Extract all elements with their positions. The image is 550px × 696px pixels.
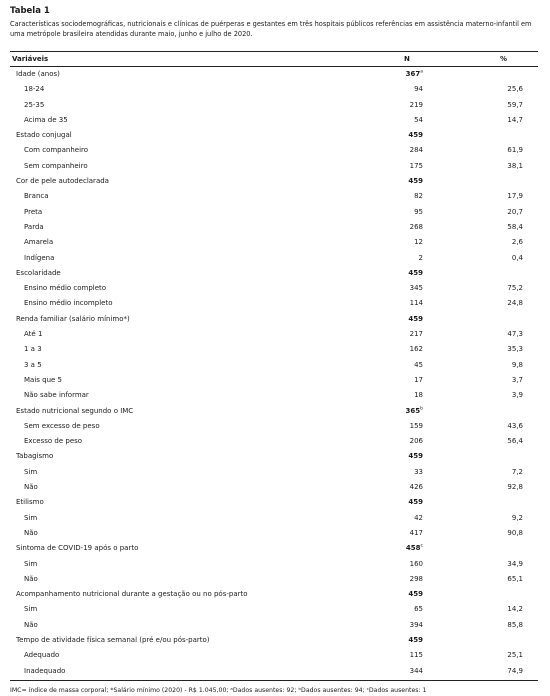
header-variables: Variáveis [12, 55, 49, 63]
table-row [10, 342, 538, 357]
row-percent: 0,4 [511, 253, 523, 262]
row-n [393, 633, 423, 648]
table-row [10, 419, 538, 434]
row-label: Acompanhamento nutricional durante a gestação ou no pós-parto [16, 590, 248, 599]
row-n-value: 18 [414, 391, 423, 400]
row-percent: 85,8 [507, 620, 523, 629]
table-caption: Características sociodemográficas, nutricionais e clínicas de puérperas e gestantes em três hospitais públicos referências em assistência materno-infantil em uma metrópole brasileira atendidas durante maio, junho e julho de 2020. [10, 20, 532, 38]
row-n [393, 312, 423, 327]
row-percent: 20,7 [507, 207, 523, 216]
row-n-value: 175 [409, 161, 423, 170]
row-percent: 47,3 [507, 330, 523, 339]
table-row [10, 235, 538, 250]
table-group-row [10, 495, 538, 510]
row-percent: 43,6 [507, 421, 523, 430]
table-group-row [10, 312, 538, 327]
row-n-value: 298 [409, 574, 423, 583]
row-n [393, 526, 423, 541]
row-n-value: 115 [409, 651, 423, 660]
row-n-value: 160 [409, 559, 423, 568]
table-row [10, 98, 538, 113]
row-percent: 75,2 [507, 284, 523, 293]
row-label: 1 a 3 [24, 345, 42, 354]
row-label: Sim [24, 605, 38, 614]
row-label: Parda [24, 222, 44, 231]
table-row [10, 220, 538, 235]
row-label: Renda familiar (salário mínimo*) [16, 314, 130, 323]
row-n [393, 67, 423, 82]
table-group-row [10, 633, 538, 648]
row-n-value: 459 [408, 590, 423, 599]
table-row [10, 251, 538, 266]
row-n [393, 251, 423, 266]
table-row [10, 159, 538, 174]
table-row [10, 327, 538, 342]
row-n-value: 344 [409, 666, 423, 675]
row-percent: 59,7 [507, 100, 523, 109]
row-n [393, 220, 423, 235]
row-n-value: 219 [409, 100, 423, 109]
row-label: Excesso de peso [24, 437, 83, 446]
table-group-row [10, 67, 538, 82]
row-n [393, 572, 423, 587]
row-percent: 38,1 [507, 161, 523, 170]
table-title: Tabela 1 [10, 6, 50, 16]
row-label: Até 1 [24, 330, 43, 339]
table-group-row [10, 266, 538, 281]
table-row [10, 281, 538, 296]
row-n [393, 82, 423, 97]
row-percent: 14,2 [507, 605, 523, 614]
row-n-value: 426 [409, 483, 423, 492]
row-n-footnote-mark: a [420, 69, 423, 75]
row-n [393, 266, 423, 281]
row-n-value: 459 [408, 131, 423, 140]
table-row [10, 480, 538, 495]
row-n-value: 159 [409, 421, 423, 430]
row-label: Não [24, 574, 38, 583]
row-percent: 65,1 [507, 574, 523, 583]
table-group-row [10, 541, 538, 556]
row-percent: 34,9 [507, 559, 523, 568]
row-n [393, 159, 423, 174]
row-n [393, 495, 423, 510]
row-label: Idade (anos) [16, 70, 60, 78]
table-row [10, 602, 538, 617]
row-label: Preta [24, 207, 43, 216]
row-n-value: 54 [414, 115, 423, 124]
row-percent: 3,9 [511, 391, 523, 400]
table-row [10, 648, 538, 663]
row-n-footnote-mark: b [420, 406, 423, 412]
row-n [393, 174, 423, 189]
row-label: Sem companheiro [24, 161, 88, 170]
header-percent: % [500, 55, 508, 63]
row-percent: 25,6 [507, 85, 523, 94]
table-row [10, 618, 538, 633]
row-n [393, 281, 423, 296]
row-n-value: 459 [408, 498, 423, 507]
row-label: Etilismo [16, 498, 44, 507]
row-label: Sim [24, 559, 38, 568]
row-label: Tempo de atividade física semanal (pré e/ou pós-parto) [16, 635, 210, 644]
row-n-value: 33 [414, 467, 423, 476]
row-n-value: 217 [409, 330, 423, 339]
row-label: Tabagismo [16, 452, 54, 461]
row-n [393, 189, 423, 204]
row-n-value: 394 [409, 620, 423, 629]
row-n [393, 480, 423, 495]
table-bottom-rule [10, 680, 538, 681]
header-n: N [404, 55, 410, 63]
row-n-value: 206 [409, 437, 423, 446]
row-label: Estado nutricional segundo o IMC [16, 406, 134, 415]
row-percent: 35,3 [507, 345, 523, 354]
row-n [393, 511, 423, 526]
row-label: Inadequado [24, 666, 66, 675]
row-n [393, 128, 423, 143]
row-percent: 61,9 [507, 146, 523, 155]
row-n [393, 618, 423, 633]
row-n-value: 2 [418, 253, 423, 262]
row-n-value: 459 [408, 635, 423, 644]
row-percent: 3,7 [511, 375, 523, 384]
table-row [10, 296, 538, 311]
table-row [10, 113, 538, 128]
row-n-value: 417 [409, 528, 423, 537]
row-n [393, 557, 423, 572]
row-n-value: 42 [414, 513, 423, 522]
table-row [10, 465, 538, 480]
row-label: 18-24 [24, 85, 45, 94]
row-label: Sem excesso de peso [24, 421, 100, 430]
row-label: Cor de pele autodeclarada [16, 177, 109, 186]
row-n [393, 465, 423, 480]
document [10, 4, 538, 696]
row-percent: 58,4 [507, 222, 523, 231]
row-n-value: 94 [414, 85, 423, 94]
table-row [10, 388, 538, 403]
row-label: Não [24, 483, 38, 492]
row-n-value: 459 [408, 177, 423, 186]
row-percent: 14,7 [507, 115, 523, 124]
table-row [10, 434, 538, 449]
row-percent: 2,6 [511, 238, 523, 247]
row-label: Acima de 35 [24, 115, 68, 124]
row-n [393, 143, 423, 158]
table-row [10, 189, 538, 204]
table-footnote: IMC= índice de massa corporal; *Salário mínimo (2020) - R$ 1.045,00; ᵃDados ausentes: 92; ᵇDados ausentes: 94; ᶜDados ausentes: 1 [10, 686, 427, 694]
row-n-value: 459 [408, 268, 423, 277]
row-n-value: 268 [409, 222, 423, 231]
row-n [393, 373, 423, 388]
table-group-row [10, 404, 538, 419]
row-n [393, 235, 423, 250]
row-n [393, 358, 423, 373]
row-n-value: 367 [405, 70, 421, 78]
table-row [10, 82, 538, 97]
row-n-value: 45 [414, 360, 423, 369]
table-row [10, 572, 538, 587]
row-percent: 56,4 [507, 437, 523, 446]
row-label: Sim [24, 467, 38, 476]
row-label: Não [24, 528, 38, 537]
row-n [393, 541, 423, 556]
row-percent: 9,2 [511, 513, 523, 522]
row-percent: 9,8 [511, 360, 523, 369]
row-percent: 17,9 [507, 192, 523, 201]
table-group-row [10, 128, 538, 143]
row-label: 3 a 5 [24, 360, 42, 369]
row-n-value: 17 [414, 375, 423, 384]
row-n-value: 458 [405, 544, 421, 553]
row-n-value: 12 [414, 238, 423, 247]
row-label: Indígena [24, 253, 55, 262]
row-label: Amarela [24, 238, 54, 247]
table-row [10, 358, 538, 373]
row-n [393, 404, 423, 419]
table-row [10, 143, 538, 158]
row-n [393, 602, 423, 617]
row-n-value: 284 [409, 146, 423, 155]
table-row [10, 511, 538, 526]
table-row [10, 205, 538, 220]
row-label: Ensino médio incompleto [24, 299, 113, 308]
row-n-value: 365 [405, 406, 421, 415]
row-n-value: 114 [409, 299, 423, 308]
row-n [393, 327, 423, 342]
table-group-row [10, 174, 538, 189]
row-percent: 90,8 [507, 528, 523, 537]
row-label: 25-35 [24, 100, 45, 109]
row-n-value: 345 [409, 284, 423, 293]
row-n [393, 449, 423, 464]
row-label: Estado conjugal [16, 131, 72, 140]
row-percent: 74,9 [507, 666, 523, 675]
row-percent: 7,2 [511, 467, 523, 476]
table-row [10, 526, 538, 541]
row-n-footnote-mark: c [420, 543, 423, 549]
row-n [393, 388, 423, 403]
row-label: Branca [24, 192, 49, 201]
row-label: Mais que 5 [24, 375, 63, 384]
table-body [10, 67, 538, 679]
row-label: Adequado [24, 651, 60, 660]
row-n-value: 459 [408, 452, 423, 461]
row-n [393, 434, 423, 449]
table-row [10, 373, 538, 388]
row-n [393, 205, 423, 220]
row-n-value: 95 [414, 207, 423, 216]
row-n-value: 82 [414, 192, 423, 201]
row-n [393, 113, 423, 128]
table-group-row [10, 449, 538, 464]
row-n [393, 648, 423, 663]
row-n-value: 459 [408, 314, 423, 323]
row-n [393, 342, 423, 357]
table-header [10, 51, 538, 67]
table-row [10, 557, 538, 572]
row-label: Com companheiro [24, 146, 89, 155]
row-label: Escolaridade [16, 268, 61, 277]
row-n-value: 65 [414, 605, 423, 614]
row-label: Não [24, 620, 38, 629]
table-group-row [10, 587, 538, 602]
table-row [10, 664, 538, 679]
row-label: Sim [24, 513, 38, 522]
row-percent: 25,1 [507, 651, 523, 660]
row-n [393, 419, 423, 434]
row-n-value: 162 [409, 345, 423, 354]
row-n [393, 296, 423, 311]
row-n [393, 98, 423, 113]
row-n [393, 664, 423, 679]
row-percent: 92,8 [507, 483, 523, 492]
row-percent: 24,8 [507, 299, 523, 308]
row-label: Não sabe informar [24, 391, 89, 400]
row-n [393, 587, 423, 602]
row-label: Ensino médio completo [24, 284, 107, 293]
row-label: Sintoma de COVID-19 após o parto [16, 544, 139, 553]
